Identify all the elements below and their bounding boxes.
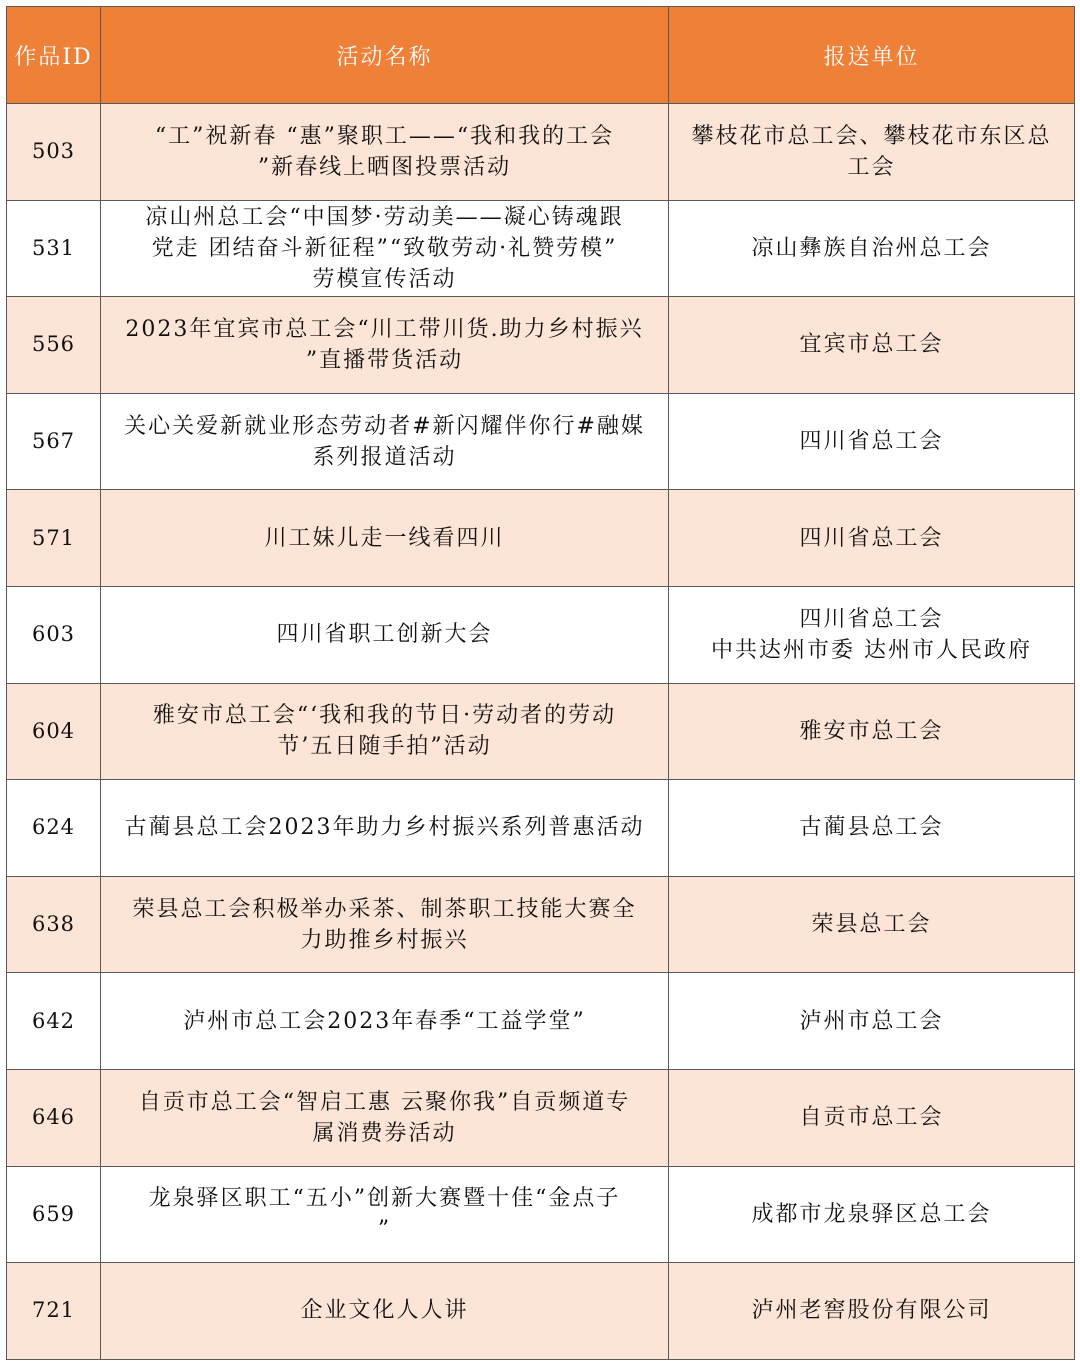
submitting-unit-line: 四川省总工会 [799, 606, 944, 632]
submitting-unit-cell [669, 586, 1075, 683]
submitting-unit-cell [669, 104, 1075, 201]
activity-name-line: ”直播带货活动 [305, 347, 464, 373]
submitting-unit-cell [669, 1263, 1075, 1360]
activity-name-line: 企业文化人人讲 [300, 1298, 469, 1324]
activity-name-line: 2023年宜宾市总工会“川工带川货.助力乡村振兴 [125, 316, 644, 342]
activity-name-line: 古蔺县总工会2023年助力乡村振兴系列普惠活动 [124, 815, 645, 841]
activity-name-cell [101, 780, 669, 877]
submitting-unit-cell [669, 683, 1075, 780]
submitting-unit-cell [669, 490, 1075, 587]
activity-name-cell [101, 200, 669, 297]
work-id-cell: 603 [7, 586, 101, 683]
work-id-cell: 503 [7, 104, 101, 201]
activity-name-line: 系列报道活动 [312, 444, 457, 470]
table-header [7, 7, 1075, 104]
work-id-cell: 604 [7, 683, 101, 780]
table-row [7, 683, 1075, 780]
submitting-unit-line: 雅安市总工会 [799, 718, 944, 744]
activity-name-cell [101, 1069, 669, 1166]
activity-name-cell [101, 1166, 669, 1263]
activity-name-cell [101, 876, 669, 973]
activity-name-line: 四川省职工创新大会 [276, 622, 493, 648]
table-row [7, 973, 1075, 1070]
table-row [7, 1069, 1075, 1166]
work-id-cell: 556 [7, 297, 101, 394]
activity-name-cell [101, 683, 669, 780]
activity-name-line: ” [377, 1217, 392, 1243]
table-row [7, 393, 1075, 490]
activity-name-line: 川工妹儿走一线看四川 [264, 525, 505, 551]
submitting-unit-cell [669, 1069, 1075, 1166]
activity-name-cell [101, 973, 669, 1070]
activity-name-line: 关心关爱新就业形态劳动者#新闪耀伴你行#融媒 [124, 413, 645, 439]
table-row [7, 780, 1075, 877]
works-table [6, 6, 1075, 1360]
submitting-unit-cell [669, 876, 1075, 973]
submitting-unit-line: 攀枝花市总工会、攀枝花市东区总 [691, 123, 1052, 149]
header-row [7, 7, 1075, 104]
work-id-cell: 721 [7, 1263, 101, 1360]
work-id-cell: 646 [7, 1069, 101, 1166]
activity-name-line: 党走 团结奋斗新征程”“致敬劳动·礼赞劳模” [151, 235, 618, 261]
table-row [7, 490, 1075, 587]
submitting-unit-line: 四川省总工会 [799, 525, 944, 551]
activity-name-line: ”新春线上晒图投票活动 [257, 154, 512, 180]
submitting-unit-line: 工会 [847, 154, 896, 180]
activity-name-line: 雅安市总工会“‘我和我的节日·劳动者的劳动 [152, 703, 617, 729]
activity-name-line: “工”祝新春 “惠”聚职工——“我和我的工会 [154, 123, 615, 149]
submitting-unit-cell [669, 297, 1075, 394]
activity-name-cell [101, 586, 669, 683]
submitting-unit-cell [669, 200, 1075, 297]
activity-name-line: 节’五日随手拍”活动 [277, 734, 492, 760]
submitting-unit-line: 泸州老窖股份有限公司 [751, 1298, 992, 1324]
header-submitting-unit: 报送单位 [669, 7, 1075, 104]
work-id-cell: 567 [7, 393, 101, 490]
header-id: 作品ID [7, 7, 101, 104]
submitting-unit-line: 泸州市总工会 [799, 1008, 944, 1034]
submitting-unit-line: 成都市龙泉驿区总工会 [751, 1201, 992, 1227]
activity-name-line: 凉山州总工会“中国梦·劳动美——凝心铸魂跟 [145, 204, 624, 230]
activity-name-line: 属消费券活动 [312, 1120, 457, 1146]
submitting-unit-cell [669, 1166, 1075, 1263]
activity-name-line: 自贡市总工会“智启工惠 云聚你我”自贡频道专 [138, 1089, 631, 1115]
activity-name-cell [101, 490, 669, 587]
activity-name-cell [101, 1263, 669, 1360]
work-id-cell: 638 [7, 876, 101, 973]
table-row [7, 200, 1075, 297]
header-activity-name: 活动名称 [101, 7, 669, 104]
submitting-unit-line: 荣县总工会 [811, 912, 932, 938]
submitting-unit-cell [669, 780, 1075, 877]
work-id-cell: 571 [7, 490, 101, 587]
work-id-cell: 659 [7, 1166, 101, 1263]
table-row [7, 1166, 1075, 1263]
work-id-cell: 531 [7, 200, 101, 297]
table-row [7, 876, 1075, 973]
activity-name-line: 劳模宣传活动 [312, 266, 457, 292]
work-id-cell: 642 [7, 973, 101, 1070]
submitting-unit-cell [669, 393, 1075, 490]
submitting-unit-line: 凉山彝族自治州总工会 [751, 235, 992, 261]
activity-name-cell [101, 393, 669, 490]
submitting-unit-line: 自贡市总工会 [799, 1105, 944, 1131]
activity-name-cell [101, 104, 669, 201]
work-id-cell: 624 [7, 780, 101, 877]
activity-name-cell [101, 297, 669, 394]
submitting-unit-line: 四川省总工会 [799, 429, 944, 455]
submitting-unit-line: 宜宾市总工会 [799, 332, 944, 358]
activity-name-line: 泸州市总工会2023年春季“工益学堂” [183, 1008, 586, 1034]
table-row [7, 586, 1075, 683]
activity-name-line: 龙泉驿区职工“五小”创新大赛暨十佳“金点子 [148, 1186, 621, 1212]
activity-name-line: 力助推乡村振兴 [300, 927, 469, 953]
activity-name-line: 荣县总工会积极举办采茶、制茶职工技能大赛全 [132, 896, 637, 922]
table-row [7, 1263, 1075, 1360]
table-body [7, 104, 1075, 1360]
table-row [7, 104, 1075, 201]
submitting-unit-cell [669, 973, 1075, 1070]
submitting-unit-line: 中共达州市委 达州市人民政府 [711, 637, 1032, 663]
table-row [7, 297, 1075, 394]
submitting-unit-line: 古蔺县总工会 [799, 815, 944, 841]
